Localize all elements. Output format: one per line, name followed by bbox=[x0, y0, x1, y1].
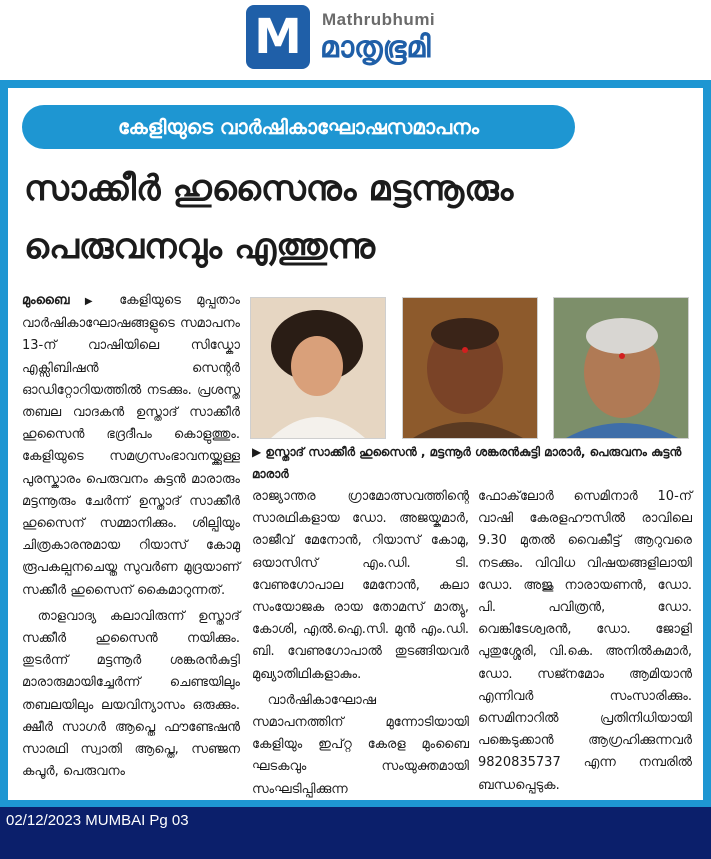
caption-arrow-icon: ▶ bbox=[252, 445, 262, 459]
headline-line-1: സാക്കീർ ഹുസൈനും മട്ടന്നൂരും bbox=[24, 169, 514, 209]
column-2 bbox=[252, 486, 469, 805]
photo-zakir-hussain bbox=[250, 297, 386, 439]
portrait-zakir-hussain bbox=[251, 298, 385, 438]
headline-line-2: പെരുവനവും എത്തുന്നു bbox=[24, 227, 375, 267]
headline bbox=[24, 160, 694, 276]
photo-caption bbox=[252, 441, 692, 485]
column-2-paragraph-2: വാർഷികാഘോഷ സമാപനത്തിന് മുന്നോടിയായി കേളിയും ഇപ്റ്റ കേരള മുംബൈ ഘടകവും സംയുക്തമായി സംഘടിപ്പിക്കുന്ന bbox=[252, 692, 469, 797]
column-1-text-1: കേളിയുടെ മുപ്പതാം വാർഷികാഘോഷങ്ങളുടെ സമാപനം 13-ന് വാഷിയിലെ സിഡ്കോ എക്സിബിഷൻ സെന്റർ ഓഡിറ്റോറിയത്തിൽ നടക്കും. പ്രശസ്ത തബല വാദകൻ ഉസ്താദ് സാക്കീർ ഹുസൈൻ ഭദ്രദീപം കൊളുത്തും. കേളിയുടെ സമഗ്രസംഭാവനയ്ക്കുള്ള പുരസ്കാരം പെരുവനം കുട്ടൻ മാരാരും മട്ടന്നൂരും ചേർന്ന് ഉസ്താദ് സാക്കീർ ഹുസൈന് സമ്മാനിക്കും. ശില്പിയും ചിത്രകാരനുമായ റിയാസ് കോമു രൂപകല്പനചെയ്ത സുവർണ മുദ്രയാണ് സക്കീർ ഹുസൈന് കൈമാറുന്നത്. bbox=[22, 293, 240, 598]
logo-mark: M bbox=[246, 5, 310, 69]
page-info: 02/12/2023 MUMBAI Pg 03 bbox=[6, 812, 189, 829]
dateline: മുംബൈ bbox=[22, 293, 70, 308]
photo-mattannur bbox=[402, 297, 538, 439]
column-1 bbox=[22, 290, 240, 787]
dateline-arrow-icon: ▶ bbox=[84, 296, 104, 307]
column-2-paragraph-1: രാജ്യാന്തര ഗ്രാമോത്സവത്തിന്റെ സാരഥികളായ ഡോ. അജയ്കുമാർ, രാജീവ് മേനോൻ, റിയാസ് കോമു, ഒയാസിസ് എം.ഡി. ടി. വേണുഗോപാല മേനോൻ, കലാ സംയോജക രായ തോമസ് മാത്യു, കോശി, എൽ.ഐ.സി. മുൻ എം.ഡി. ബി. വേണുഗോപാൽ തുടങ്ങിയവർ മുഖ്യാതിഥികളാകും. bbox=[252, 489, 469, 682]
portrait-peruvanam bbox=[554, 298, 688, 438]
column-1-paragraph-2: താളവാദ്യ കലാവിരുന്ന് ഉസ്താദ് സക്കീർ ഹുസൈൻ നയിക്കും. തുടർന്ന് മട്ടന്നൂർ ശങ്കരൻകുട്ടി മാരാരുമായിച്ചേർന്ന് ചെണ്ടയിലും തബലയിലും ലയവിന്യാസം ഒരുക്കും. ക്ഷീർ സാഗർ ആപ്തെ ഫൗണ്ടേഷൻ സാരഥി സ്വാതി ആപ്തെ, സഞ്ജന കപൂർ, പെരുവനം bbox=[22, 608, 240, 780]
column-3-paragraph-1: ഫോക്‌ലോർ സെമിനാർ 10-ന് വാഷി കേരളഹൗസിൽ രാവിലെ 9.30 മുതൽ വൈകീട്ട് ആറുവരെ നടക്കും. വിവിധ വിഷയങ്ങളിലായി ഡോ. അജു നാരായണൻ, ഡോ. പി. പവിത്രൻ, ഡോ. വെങ്കിടേശ്വരൻ, ഡോ. ജോളി പുതുശ്ശേരി, വി.കെ. അനിൽകുമാർ, ഡോ. സജ്നമോം ആമിയാൻ എന്നിവർ സംസാരിക്കും. സെമിനാറിൽ പ്രതിനിധിയായി പങ്കെടുക്കാൻ ആഗ്രഹിക്കുന്നവർ 9820835737 എന്ന നമ്പരിൽ ബന്ധപ്പെടുക. bbox=[478, 489, 692, 793]
kicker-banner: കേളിയുടെ വാർഷികാഘോഷസമാപനം bbox=[22, 105, 575, 149]
column-1-paragraph-1 bbox=[22, 290, 240, 602]
brand-name-malayalam: മാതൃഭൂമി bbox=[320, 30, 431, 65]
brand-name-english: Mathrubhumi bbox=[322, 10, 436, 29]
caption-text: ഉസ്താദ് സാക്കീർ ഹുസൈൻ , മട്ടന്നൂർ ശങ്കരൻകുട്ടി മാരാർ, പെരുവനം കുട്ടൻ മാരാർ bbox=[252, 445, 682, 481]
column-3 bbox=[478, 486, 692, 801]
photo-peruvanam bbox=[553, 297, 689, 439]
masthead bbox=[0, 0, 711, 80]
portrait-mattannur bbox=[403, 298, 537, 438]
